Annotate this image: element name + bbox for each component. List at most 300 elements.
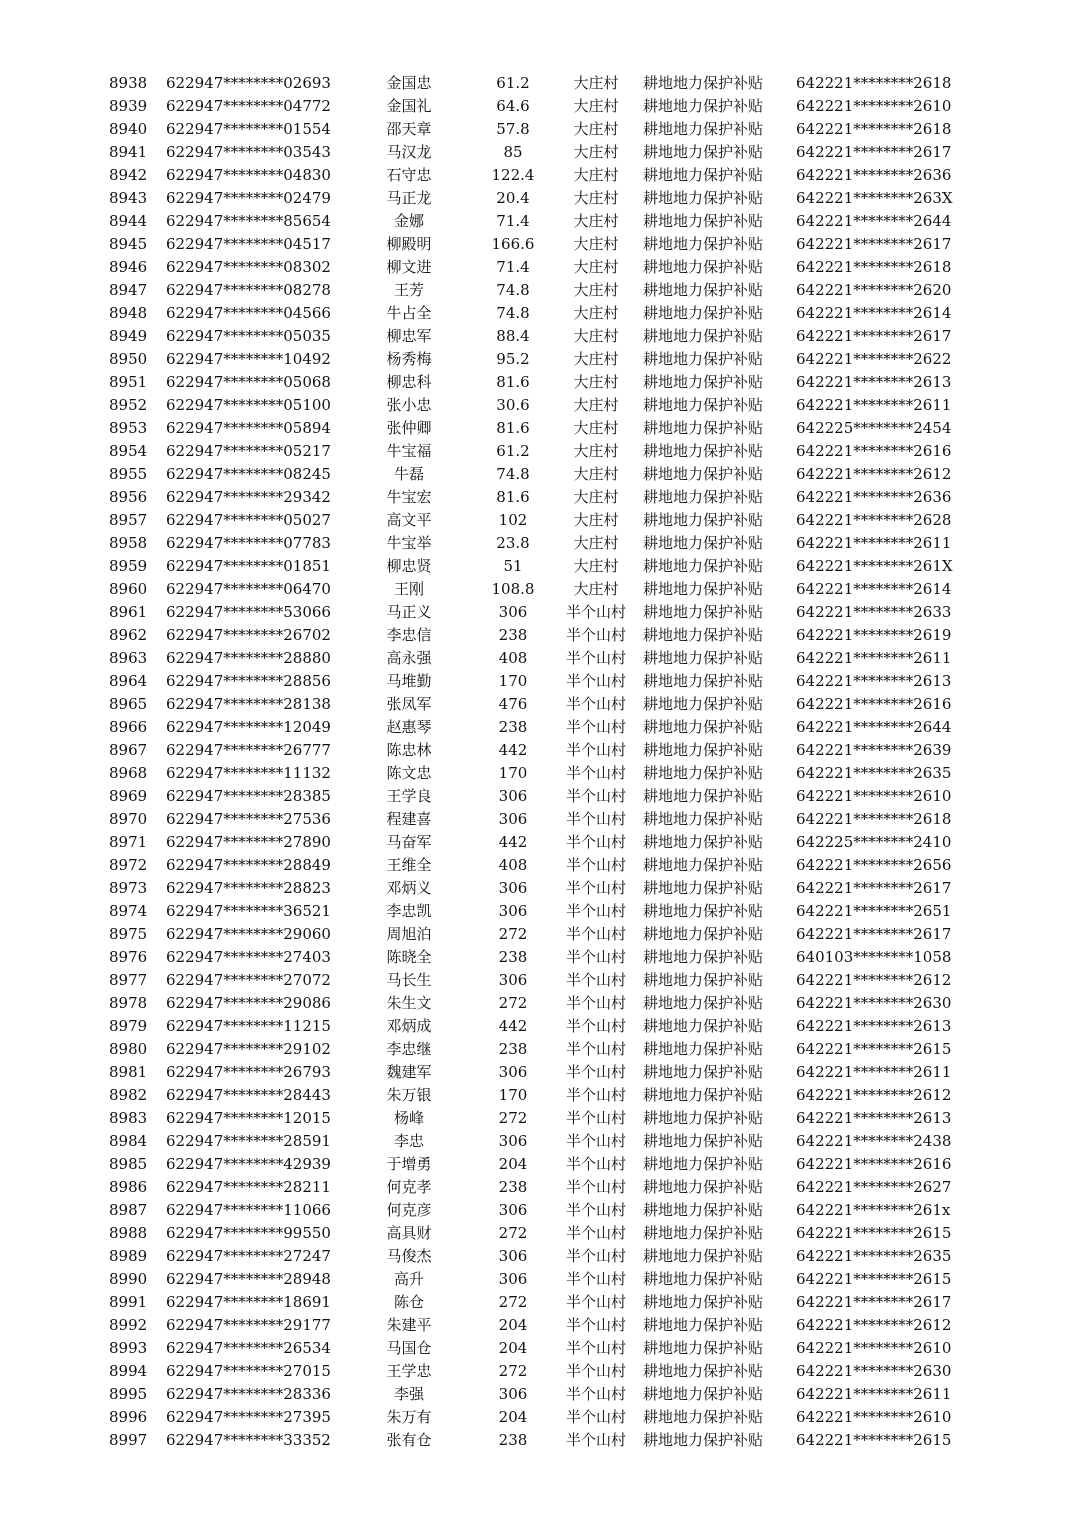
- table-row: [0, 877, 1074, 900]
- table-row: [0, 532, 1074, 555]
- account-number: 622947********27536: [166, 810, 331, 828]
- subsidy-type: 耕地地力保护补贴: [643, 764, 764, 782]
- id-number: 642221********2616: [796, 695, 952, 713]
- id-number: 642225********2454: [796, 419, 952, 437]
- subsidy-amount: 306: [498, 1385, 528, 1403]
- subsidy-type: 耕地地力保护补贴: [643, 258, 764, 276]
- subsidy-amount: 272: [498, 994, 528, 1012]
- subsidy-amount: 306: [498, 787, 528, 805]
- id-number: 640103********1058: [796, 948, 952, 966]
- subsidy-type: 耕地地力保护补贴: [643, 948, 764, 966]
- village-name: 半个山村: [565, 672, 626, 690]
- id-number: 642221********2651: [796, 902, 952, 920]
- row-number: 8972: [109, 856, 148, 874]
- id-number: 642221********2611: [796, 534, 952, 552]
- table-row: [0, 1383, 1074, 1406]
- subsidy-amount: 306: [498, 1201, 528, 1219]
- holder-name: 魏建军: [386, 1063, 432, 1081]
- table-row: [0, 394, 1074, 417]
- holder-name: 张仲卿: [386, 419, 432, 437]
- table-row: [0, 486, 1074, 509]
- account-number: 622947********28856: [166, 672, 331, 690]
- subsidy-type: 耕地地力保护补贴: [643, 488, 764, 506]
- subsidy-type: 耕地地力保护补贴: [643, 603, 764, 621]
- account-number: 622947********28880: [166, 649, 331, 667]
- subsidy-type: 耕地地力保护补贴: [643, 281, 764, 299]
- id-number: 642221********2614: [796, 304, 952, 322]
- account-number: 622947********29060: [166, 925, 331, 943]
- subsidy-amount: 204: [498, 1316, 528, 1334]
- subsidy-type: 耕地地力保护补贴: [643, 327, 764, 345]
- account-number: 622947********04517: [166, 235, 331, 253]
- holder-name: 陈仓: [393, 1293, 424, 1311]
- subsidy-type: 耕地地力保护补贴: [643, 856, 764, 874]
- subsidy-amount: 122.4: [491, 166, 535, 184]
- village-name: 大庄村: [573, 419, 619, 437]
- table-row: [0, 1291, 1074, 1314]
- id-number: 642221********2644: [796, 718, 952, 736]
- subsidy-type: 耕地地力保护补贴: [643, 1362, 764, 1380]
- village-name: 大庄村: [573, 304, 619, 322]
- account-number: 622947********05894: [166, 419, 331, 437]
- table-row: [0, 463, 1074, 486]
- account-number: 622947********27403: [166, 948, 331, 966]
- table-row: [0, 1429, 1074, 1452]
- holder-name: 于增勇: [386, 1155, 432, 1173]
- subsidy-amount: 74.8: [496, 281, 530, 299]
- subsidy-type: 耕地地力保护补贴: [643, 350, 764, 368]
- row-number: 8938: [109, 74, 148, 92]
- id-number: 642221********2635: [796, 1247, 952, 1265]
- subsidy-type: 耕地地力保护补贴: [643, 419, 764, 437]
- subsidy-amount: 238: [498, 1178, 528, 1196]
- subsidy-type: 耕地地力保护补贴: [643, 741, 764, 759]
- subsidy-type: 耕地地力保护补贴: [643, 1132, 764, 1150]
- subsidy-amount: 108.8: [491, 580, 535, 598]
- subsidy-amount: 170: [498, 672, 528, 690]
- table-row: [0, 417, 1074, 440]
- account-number: 622947********01554: [166, 120, 331, 138]
- village-name: 半个山村: [565, 833, 626, 851]
- account-number: 622947********28443: [166, 1086, 331, 1104]
- village-name: 大庄村: [573, 465, 619, 483]
- holder-name: 马奋军: [386, 833, 432, 851]
- id-number: 642221********2644: [796, 212, 952, 230]
- table-row: [0, 1406, 1074, 1429]
- subsidy-type: 耕地地力保护补贴: [643, 1155, 764, 1173]
- account-number: 622947********04830: [166, 166, 331, 184]
- id-number: 642221********2611: [796, 649, 952, 667]
- id-number: 642221********261X: [796, 557, 953, 575]
- holder-name: 李忠继: [386, 1040, 432, 1058]
- holder-name: 马汉龙: [386, 143, 432, 161]
- subsidy-amount: 95.2: [496, 350, 530, 368]
- holder-name: 朱建平: [386, 1316, 432, 1334]
- holder-name: 杨峰: [393, 1109, 424, 1127]
- row-number: 8940: [109, 120, 148, 138]
- village-name: 大庄村: [573, 373, 619, 391]
- holder-name: 马俊杰: [386, 1247, 432, 1265]
- id-number: 642221********2617: [796, 879, 952, 897]
- id-number: 642221********2622: [796, 350, 952, 368]
- id-number: 642221********2617: [796, 925, 952, 943]
- village-name: 大庄村: [573, 189, 619, 207]
- subsidy-type: 耕地地力保护补贴: [643, 534, 764, 552]
- table-row: [0, 923, 1074, 946]
- account-number: 622947********28138: [166, 695, 331, 713]
- village-name: 大庄村: [573, 120, 619, 138]
- village-name: 半个山村: [565, 1293, 626, 1311]
- row-number: 8957: [109, 511, 148, 529]
- account-number: 622947********11215: [166, 1017, 331, 1035]
- village-name: 半个山村: [565, 1247, 626, 1265]
- holder-name: 金国礼: [386, 97, 432, 115]
- row-number: 8952: [109, 396, 148, 414]
- row-number: 8948: [109, 304, 148, 322]
- holder-name: 柳忠贤: [386, 557, 432, 575]
- table-row: [0, 831, 1074, 854]
- subsidy-type: 耕地地力保护补贴: [643, 879, 764, 897]
- subsidy-type: 耕地地力保护补贴: [643, 833, 764, 851]
- subsidy-amount: 170: [498, 1086, 528, 1104]
- row-number: 8984: [109, 1132, 148, 1150]
- account-number: 622947********18691: [166, 1293, 331, 1311]
- table-row: [0, 739, 1074, 762]
- subsidy-type: 耕地地力保护补贴: [643, 442, 764, 460]
- row-number: 8960: [109, 580, 148, 598]
- holder-name: 金娜: [393, 212, 424, 230]
- village-name: 大庄村: [573, 534, 619, 552]
- holder-name: 牛宝宏: [386, 488, 432, 506]
- account-number: 622947********11066: [166, 1201, 331, 1219]
- account-number: 622947********04772: [166, 97, 331, 115]
- row-number: 8943: [109, 189, 148, 207]
- subsidy-amount: 306: [498, 879, 528, 897]
- table-row: [0, 647, 1074, 670]
- table-row: [0, 1153, 1074, 1176]
- account-number: 622947********28849: [166, 856, 331, 874]
- village-name: 半个山村: [565, 1063, 626, 1081]
- table-row: [0, 210, 1074, 233]
- id-number: 642221********2617: [796, 235, 952, 253]
- subsidy-amount: 81.6: [496, 373, 530, 391]
- subsidy-amount: 238: [498, 1431, 528, 1449]
- subsidy-type: 耕地地力保护补贴: [643, 1339, 764, 1357]
- village-name: 半个山村: [565, 971, 626, 989]
- holder-name: 李强: [393, 1385, 424, 1403]
- id-number: 642221********2619: [796, 626, 952, 644]
- row-number: 8950: [109, 350, 148, 368]
- account-number: 622947********11132: [166, 764, 331, 782]
- subsidy-amount: 238: [498, 1040, 528, 1058]
- holder-name: 马国仓: [386, 1339, 432, 1357]
- subsidy-type: 耕地地力保护补贴: [643, 971, 764, 989]
- table-row: [0, 854, 1074, 877]
- holder-name: 程建喜: [386, 810, 432, 828]
- subsidy-type: 耕地地力保护补贴: [643, 902, 764, 920]
- village-name: 半个山村: [565, 741, 626, 759]
- id-number: 642221********2630: [796, 1362, 952, 1380]
- subsidy-amount: 306: [498, 1132, 528, 1150]
- subsidy-amount: 306: [498, 810, 528, 828]
- account-number: 622947********29342: [166, 488, 331, 506]
- village-name: 半个山村: [565, 1040, 626, 1058]
- account-number: 622947********12049: [166, 718, 331, 736]
- account-number: 622947********29177: [166, 1316, 331, 1334]
- subsidy-amount: 170: [498, 764, 528, 782]
- id-number: 642221********2620: [796, 281, 952, 299]
- row-number: 8981: [109, 1063, 148, 1081]
- row-number: 8991: [109, 1293, 148, 1311]
- holder-name: 柳文进: [386, 258, 432, 276]
- id-number: 642221********2617: [796, 1293, 952, 1311]
- row-number: 8939: [109, 97, 148, 115]
- village-name: 大庄村: [573, 350, 619, 368]
- table-row: [0, 1360, 1074, 1383]
- subsidy-type: 耕地地力保护补贴: [643, 695, 764, 713]
- table-row: [0, 1107, 1074, 1130]
- id-number: 642221********2617: [796, 143, 952, 161]
- row-number: 8945: [109, 235, 148, 253]
- table-row: [0, 256, 1074, 279]
- subsidy-type: 耕地地力保护补贴: [643, 1086, 764, 1104]
- row-number: 8979: [109, 1017, 148, 1035]
- subsidy-amount: 306: [498, 971, 528, 989]
- subsidy-amount: 306: [498, 1247, 528, 1265]
- account-number: 622947********08278: [166, 281, 331, 299]
- id-number: 642221********2636: [796, 166, 952, 184]
- id-number: 642225********2410: [796, 833, 952, 851]
- subsidy-type: 耕地地力保护补贴: [643, 1040, 764, 1058]
- account-number: 622947********27072: [166, 971, 331, 989]
- row-number: 8967: [109, 741, 148, 759]
- subsidy-amount: 57.8: [496, 120, 530, 138]
- subsidy-type: 耕地地力保护补贴: [643, 718, 764, 736]
- subsidy-amount: 204: [498, 1339, 528, 1357]
- subsidy-amount: 306: [498, 1270, 528, 1288]
- village-name: 大庄村: [573, 97, 619, 115]
- table-row: [0, 164, 1074, 187]
- account-number: 622947********04566: [166, 304, 331, 322]
- row-number: 8946: [109, 258, 148, 276]
- subsidy-type: 耕地地力保护补贴: [643, 373, 764, 391]
- id-number: 642221********2618: [796, 258, 952, 276]
- holder-name: 马堆勤: [386, 672, 432, 690]
- id-number: 642221********2612: [796, 1316, 952, 1334]
- account-number: 622947********28385: [166, 787, 331, 805]
- village-name: 大庄村: [573, 557, 619, 575]
- subsidy-type: 耕地地力保护补贴: [643, 396, 764, 414]
- row-number: 8973: [109, 879, 148, 897]
- holder-name: 高升: [393, 1270, 424, 1288]
- holder-name: 李忠信: [386, 626, 432, 644]
- subsidy-type: 耕地地力保护补贴: [643, 1408, 764, 1426]
- id-number: 642221********2618: [796, 120, 952, 138]
- row-number: 8975: [109, 925, 148, 943]
- subsidy-type: 耕地地力保护补贴: [643, 1247, 764, 1265]
- village-name: 半个山村: [565, 695, 626, 713]
- holder-name: 王维全: [386, 856, 432, 874]
- village-name: 大庄村: [573, 143, 619, 161]
- village-name: 大庄村: [573, 166, 619, 184]
- row-number: 8993: [109, 1339, 148, 1357]
- subsidy-type: 耕地地力保护补贴: [643, 1063, 764, 1081]
- table-row: [0, 992, 1074, 1015]
- row-number: 8941: [109, 143, 148, 161]
- row-number: 8971: [109, 833, 148, 851]
- id-number: 642221********2611: [796, 1385, 952, 1403]
- id-number: 642221********2610: [796, 1408, 952, 1426]
- table-row: [0, 1061, 1074, 1084]
- table-row: [0, 1314, 1074, 1337]
- row-number: 8985: [109, 1155, 148, 1173]
- row-number: 8997: [109, 1431, 148, 1449]
- row-number: 8970: [109, 810, 148, 828]
- id-number: 642221********2616: [796, 442, 952, 460]
- account-number: 622947********29102: [166, 1040, 331, 1058]
- holder-name: 张有仓: [386, 1431, 432, 1449]
- subsidy-amount: 306: [498, 1063, 528, 1081]
- table-row: [0, 141, 1074, 164]
- subsidy-amount: 23.8: [496, 534, 530, 552]
- subsidy-amount: 272: [498, 1109, 528, 1127]
- subsidy-type: 耕地地力保护补贴: [643, 1201, 764, 1219]
- holder-name: 高文平: [386, 511, 432, 529]
- account-number: 622947********05035: [166, 327, 331, 345]
- account-number: 622947********28823: [166, 879, 331, 897]
- table-row: [0, 371, 1074, 394]
- village-name: 半个山村: [565, 1362, 626, 1380]
- row-number: 8977: [109, 971, 148, 989]
- row-number: 8954: [109, 442, 148, 460]
- subsidy-amount: 30.6: [496, 396, 530, 414]
- account-number: 622947********33352: [166, 1431, 331, 1449]
- subsidy-type: 耕地地力保护补贴: [643, 626, 764, 644]
- id-number: 642221********2615: [796, 1431, 952, 1449]
- id-number: 642221********2615: [796, 1270, 952, 1288]
- village-name: 半个山村: [565, 1316, 626, 1334]
- row-number: 8947: [109, 281, 148, 299]
- account-number: 622947********02693: [166, 74, 331, 92]
- holder-name: 张小忠: [386, 396, 432, 414]
- subsidy-amount: 85: [503, 143, 523, 161]
- account-number: 622947********07783: [166, 534, 331, 552]
- row-number: 8978: [109, 994, 148, 1012]
- row-number: 8989: [109, 1247, 148, 1265]
- id-number: 642221********2633: [796, 603, 952, 621]
- subsidy-type: 耕地地力保护补贴: [643, 1109, 764, 1127]
- id-number: 642221********2613: [796, 1109, 952, 1127]
- row-number: 8986: [109, 1178, 148, 1196]
- holder-name: 朱万有: [386, 1408, 432, 1426]
- subsidy-type: 耕地地力保护补贴: [643, 1017, 764, 1035]
- village-name: 半个山村: [565, 1155, 626, 1173]
- id-number: 642221********2438: [796, 1132, 952, 1150]
- holder-name: 马长生: [386, 971, 432, 989]
- row-number: 8942: [109, 166, 148, 184]
- holder-name: 金国忠: [386, 74, 432, 92]
- table-row: [0, 601, 1074, 624]
- village-name: 大庄村: [573, 442, 619, 460]
- subsidy-amount: 272: [498, 1362, 528, 1380]
- table-row: [0, 900, 1074, 923]
- account-number: 622947********27395: [166, 1408, 331, 1426]
- row-number: 8958: [109, 534, 148, 552]
- village-name: 大庄村: [573, 258, 619, 276]
- subsidy-amount: 204: [498, 1155, 528, 1173]
- village-name: 半个山村: [565, 1385, 626, 1403]
- account-number: 622947********06470: [166, 580, 331, 598]
- account-number: 622947********28591: [166, 1132, 331, 1150]
- account-number: 622947********28211: [166, 1178, 331, 1196]
- holder-name: 石守忠: [386, 166, 432, 184]
- holder-name: 王芳: [393, 281, 424, 299]
- village-name: 半个山村: [565, 1201, 626, 1219]
- account-number: 622947********26793: [166, 1063, 331, 1081]
- row-number: 8949: [109, 327, 148, 345]
- id-number: 642221********2610: [796, 1339, 952, 1357]
- holder-name: 王刚: [393, 580, 424, 598]
- holder-name: 牛宝福: [386, 442, 432, 460]
- subsidy-type: 耕地地力保护补贴: [643, 143, 764, 161]
- table-row: [0, 1222, 1074, 1245]
- subsidy-type: 耕地地力保护补贴: [643, 166, 764, 184]
- id-number: 642221********2617: [796, 327, 952, 345]
- subsidy-amount: 88.4: [496, 327, 530, 345]
- account-number: 622947********03543: [166, 143, 331, 161]
- row-number: 8963: [109, 649, 148, 667]
- account-number: 622947********27015: [166, 1362, 331, 1380]
- id-number: 642221********2618: [796, 74, 952, 92]
- village-name: 大庄村: [573, 488, 619, 506]
- account-number: 622947********08245: [166, 465, 331, 483]
- subsidy-amount: 272: [498, 1293, 528, 1311]
- id-number: 642221********2611: [796, 396, 952, 414]
- holder-name: 柳忠科: [386, 373, 432, 391]
- table-row: [0, 1245, 1074, 1268]
- id-number: 642221********2627: [796, 1178, 952, 1196]
- holder-name: 马正龙: [386, 189, 432, 207]
- subsidy-type: 耕地地力保护补贴: [643, 465, 764, 483]
- account-number: 622947********05217: [166, 442, 331, 460]
- holder-name: 马正义: [386, 603, 432, 621]
- row-number: 8994: [109, 1362, 148, 1380]
- holder-name: 陈忠林: [386, 741, 432, 759]
- table-row: [0, 279, 1074, 302]
- village-name: 大庄村: [573, 396, 619, 414]
- id-number: 642221********2611: [796, 1063, 952, 1081]
- row-number: 8962: [109, 626, 148, 644]
- subsidy-amount: 81.6: [496, 419, 530, 437]
- subsidy-amount: 61.2: [496, 74, 530, 92]
- village-name: 半个山村: [565, 1132, 626, 1150]
- account-number: 622947********36521: [166, 902, 331, 920]
- village-name: 半个山村: [565, 649, 626, 667]
- holder-name: 高具财: [386, 1224, 432, 1242]
- account-number: 622947********26702: [166, 626, 331, 644]
- table-row: [0, 716, 1074, 739]
- row-number: 8987: [109, 1201, 148, 1219]
- account-number: 622947********05027: [166, 511, 331, 529]
- subsidy-amount: 81.6: [496, 488, 530, 506]
- row-number: 8990: [109, 1270, 148, 1288]
- id-number: 642221********2613: [796, 373, 952, 391]
- table-row: [0, 1268, 1074, 1291]
- row-number: 8992: [109, 1316, 148, 1334]
- row-number: 8980: [109, 1040, 148, 1058]
- account-number: 622947********29086: [166, 994, 331, 1012]
- row-number: 8961: [109, 603, 148, 621]
